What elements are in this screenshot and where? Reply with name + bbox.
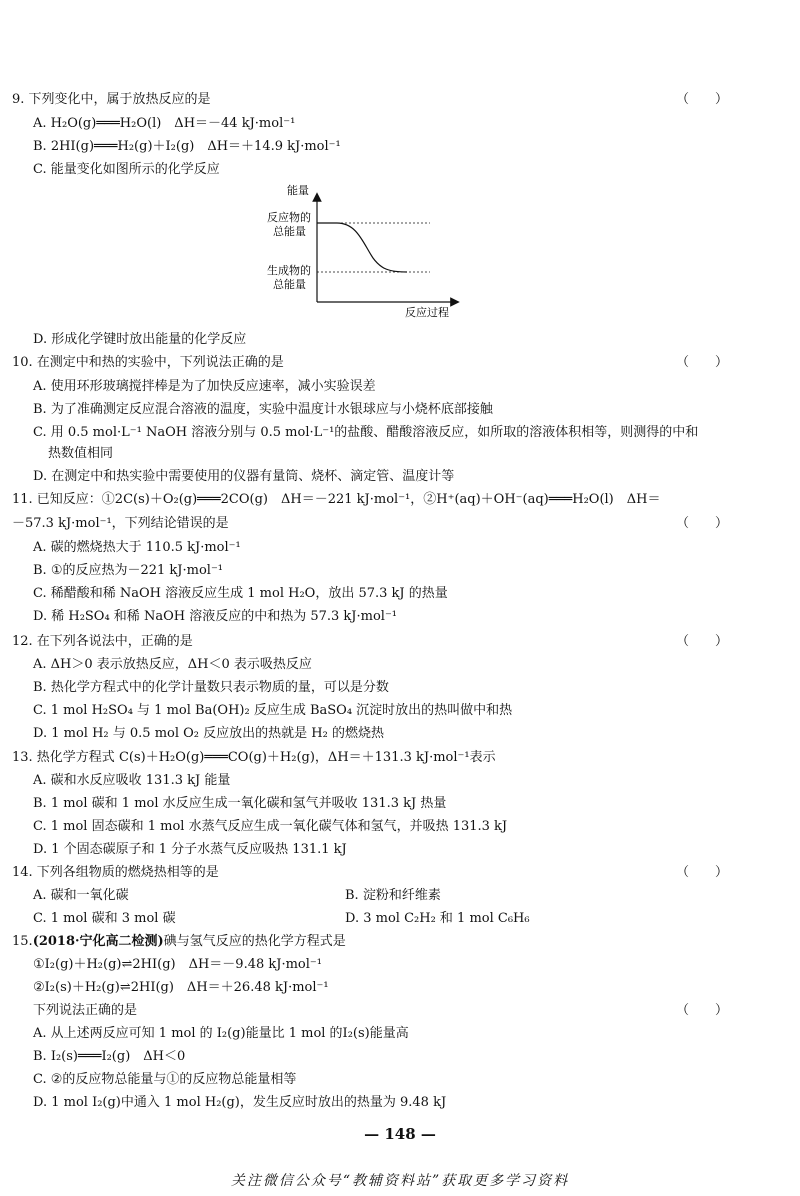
q10-option-c-line2: 热数值相同 bbox=[48, 446, 114, 461]
q15-equation-1: ①I₂(g)＋H₂(g)⇌2HI(g) ΔH＝－9.48 kJ·mol⁻¹ bbox=[33, 957, 322, 972]
q12-option-a: A. ΔH＞0 表示放热反应，ΔH＜0 表示吸热反应 bbox=[33, 657, 312, 672]
energy-diagram-svg bbox=[255, 183, 465, 323]
q12-stem: 12. 在下列各说法中，正确的是 bbox=[12, 634, 193, 649]
q9-option-c: C. 能量变化如图所示的化学反应 bbox=[33, 162, 220, 177]
q10-option-b: B. 为了准确测定反应混合溶液的温度，实验中温度计水银球应与小烧杯底部接触 bbox=[33, 402, 493, 417]
q9-option-b: B. 2HI(g)═══H₂(g)＋I₂(g) ΔH＝＋14.9 kJ·mol⁻¹ bbox=[33, 139, 341, 154]
energy-curve bbox=[317, 223, 407, 272]
q14-answer-bracket: （ ） bbox=[676, 865, 729, 880]
q9-stem: 9. 下列变化中，属于放热反应的是 bbox=[12, 92, 211, 107]
q9-option-a: A. H₂O(g)═══H₂O(l) ΔH＝－44 kJ·mol⁻¹ bbox=[33, 116, 296, 131]
q13-option-c: C. 1 mol 固态碳和 1 mol 水蒸气反应生成一氧化碳气体和氢气，并吸热 131.3 kJ bbox=[33, 819, 508, 834]
q13-option-b: B. 1 mol 碳和 1 mol 水反应生成一氧化碳和氢气并吸收 131.3 kJ 热量 bbox=[33, 796, 447, 811]
q10-option-c-line1: C. 用 0.5 mol·L⁻¹ NaOH 溶液分别与 0.5 mol·L⁻¹的盐酸、醋酸溶液反应，如所取的溶液体积相等，则测得的中和 bbox=[33, 425, 699, 440]
product-label-line1: 生成物的 bbox=[267, 264, 311, 277]
reactant-label-line2: 总能量 bbox=[273, 225, 306, 238]
q15-number: 15. bbox=[12, 934, 33, 949]
q12-option-c: C. 1 mol H₂SO₄ 与 1 mol Ba(OH)₂ 反应生成 BaSO₄ 沉淀时放出的热叫做中和热 bbox=[33, 703, 513, 718]
product-label-line2: 总能量 bbox=[273, 278, 306, 291]
q15-option-a: A. 从上述两反应可知 1 mol 的 I₂(g)能量比 1 mol 的I₂(s)能量高 bbox=[33, 1026, 409, 1041]
q14-option-a: A. 碳和一氧化碳 bbox=[33, 888, 129, 903]
q15-source: (2018·宁化高二检测) bbox=[32, 934, 164, 949]
q15-equation-2: ②I₂(s)＋H₂(g)⇌2HI(g) ΔH＝＋26.48 kJ·mol⁻¹ bbox=[33, 980, 329, 995]
q13-option-a: A. 碳和水反应吸收 131.3 kJ 能量 bbox=[33, 773, 231, 788]
q12-option-d: D. 1 mol H₂ 与 0.5 mol O₂ 反应放出的热就是 H₂ 的燃烧热 bbox=[33, 726, 384, 741]
q11-option-b: B. ①的反应热为－221 kJ·mol⁻¹ bbox=[33, 563, 224, 578]
q10-option-a: A. 使用环形玻璃搅拌棒是为了加快反应速率，减小实验误差 bbox=[33, 379, 376, 394]
q12-option-b: B. 热化学方程式中的化学计量数只表示物质的量，可以是分数 bbox=[33, 680, 389, 695]
energy-diagram bbox=[255, 183, 465, 323]
q14-option-c: C. 1 mol 碳和 3 mol 碳 bbox=[33, 911, 176, 926]
footer-note: 关注微信公众号“教辅资料站”获取更多学习资料 bbox=[230, 1173, 570, 1189]
q15-answer-bracket: （ ） bbox=[676, 1003, 729, 1018]
q10-option-d: D. 在测定中和热实验中需要使用的仪器有量筒、烧杯、滴定管、温度计等 bbox=[33, 469, 455, 484]
y-axis-label: 能量 bbox=[287, 184, 309, 197]
q11-option-c: C. 稀醋酸和稀 NaOH 溶液反应生成 1 mol H₂O，放出 57.3 kJ 的热量 bbox=[33, 586, 448, 601]
q11-option-a: A. 碳的燃烧热大于 110.5 kJ·mol⁻¹ bbox=[33, 540, 241, 555]
q14-stem: 14. 下列各组物质的燃烧热相等的是 bbox=[12, 865, 219, 880]
q11-stem-line2: －57.3 kJ·mol⁻¹，下列结论错误的是 bbox=[12, 516, 229, 531]
q14-option-b: B. 淀粉和纤维素 bbox=[345, 888, 441, 903]
q13-stem: 13. 热化学方程式 C(s)＋H₂O(g)═══CO(g)＋H₂(g)，ΔH＝＋131.3 kJ·mol⁻¹表示 bbox=[12, 750, 496, 765]
x-axis-label: 反应过程 bbox=[405, 306, 449, 319]
q13-option-d: D. 1 个固态碳原子和 1 分子水蒸气反应吸热 131.1 kJ bbox=[33, 842, 347, 857]
q15-option-b: B. I₂(s)═══I₂(g) ΔH＜0 bbox=[33, 1049, 186, 1064]
q9-answer-bracket: （ ） bbox=[676, 92, 729, 107]
q12-answer-bracket: （ ） bbox=[676, 634, 729, 649]
q15-stem-row bbox=[12, 934, 346, 950]
q9-option-d: D. 形成化学键时放出能量的化学反应 bbox=[33, 332, 247, 347]
q10-stem: 10. 在测定中和热的实验中，下列说法正确的是 bbox=[12, 355, 284, 370]
q11-answer-bracket: （ ） bbox=[676, 516, 729, 531]
reactant-label-line1: 反应物的 bbox=[267, 211, 311, 224]
q15-stem: 碘与氢气反应的热化学方程式是 bbox=[163, 934, 346, 949]
q11-stem-line1: 11. 已知反应：①2C(s)＋O₂(g)═══2CO(g) ΔH＝－221 kJ·mol⁻¹，②H⁺(aq)＋OH⁻(aq)═══H₂O(l) ΔH＝ bbox=[12, 492, 661, 507]
q15-subprompt: 下列说法正确的是 bbox=[33, 1003, 138, 1018]
q14-option-d: D. 3 mol C₂H₂ 和 1 mol C₆H₆ bbox=[345, 911, 530, 926]
q10-answer-bracket: （ ） bbox=[676, 355, 729, 370]
q11-option-d: D. 稀 H₂SO₄ 和稀 NaOH 溶液反应的中和热为 57.3 kJ·mol⁻¹ bbox=[33, 609, 398, 624]
q15-option-c: C. ②的反应物总能量与①的反应物总能量相等 bbox=[33, 1072, 297, 1087]
page-number: — 148 — bbox=[364, 1125, 436, 1143]
q15-option-d: D. 1 mol I₂(g)中通入 1 mol H₂(g)，发生反应时放出的热量为 9.48 kJ bbox=[33, 1095, 447, 1110]
